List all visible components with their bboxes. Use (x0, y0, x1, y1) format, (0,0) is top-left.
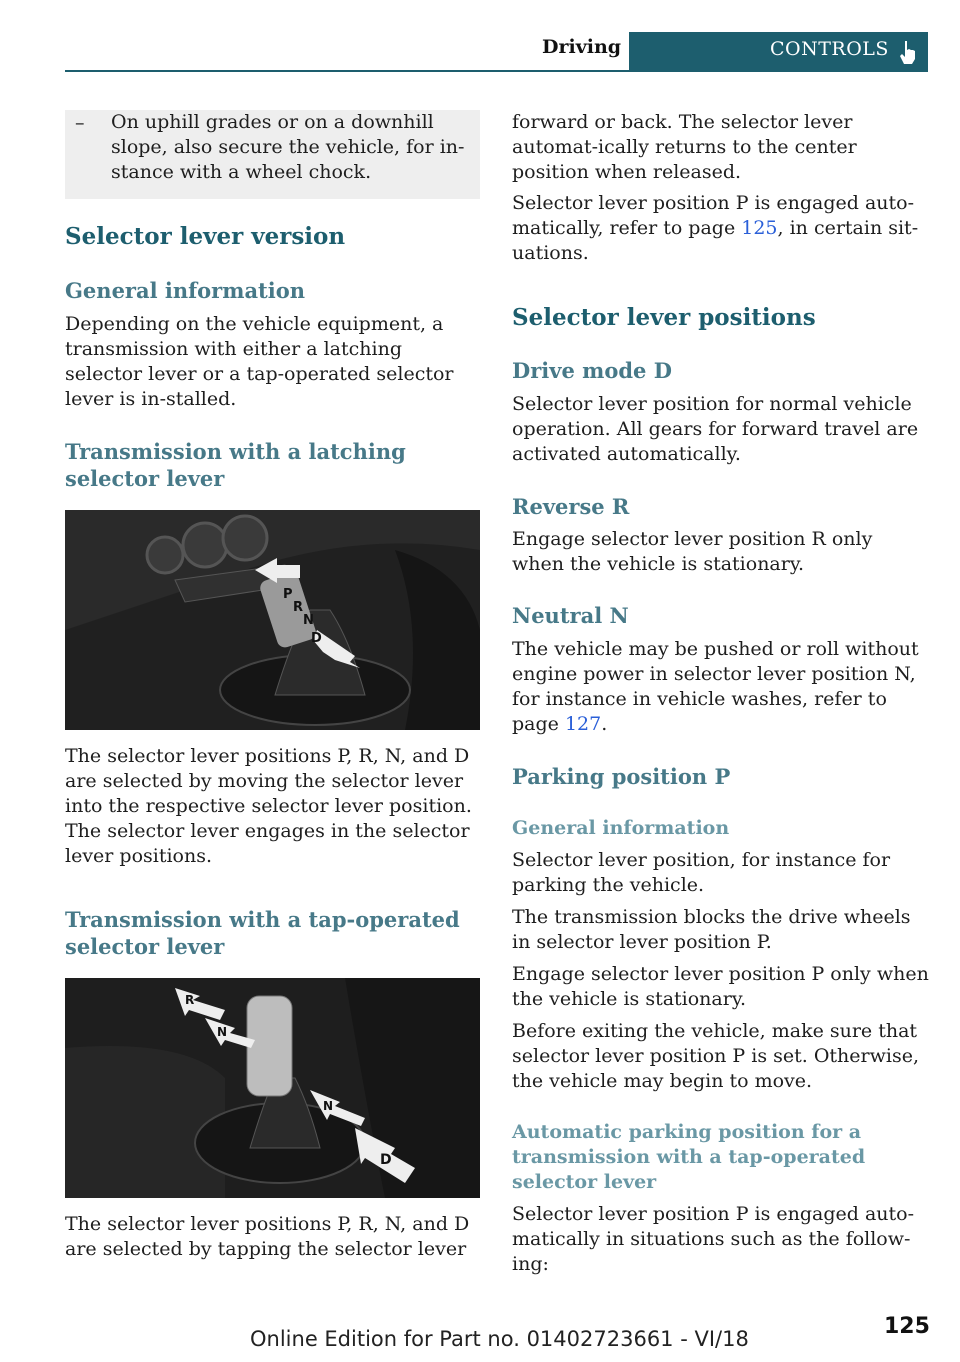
header-chapter-label: CONTROLS (770, 38, 889, 60)
figure-latching-selector-lever (65, 510, 480, 730)
page-link-127[interactable]: 127 (564, 713, 602, 735)
note-box (65, 110, 480, 199)
paragraph-parking-1: Selector lever position, for instance for parking the vehicle. (512, 849, 891, 896)
paragraph-parking-2: The transmission blocks the drive wheels in selector lever position P. (512, 906, 911, 953)
note-dash: – (75, 112, 85, 134)
latching-selector-illustration (65, 510, 480, 730)
label-r: R (293, 600, 304, 615)
heading-reverse: Reverse R (512, 494, 630, 519)
paragraph-general-information: Depending on the vehicle equipment, a transmission with either a latching selector lever or a tap-operated selector lever is in‐stalled. (65, 313, 454, 410)
label-r: R (185, 993, 195, 1007)
note-text: On uphill grades or on a downhill slope, also secure the vehicle, for in‐stance with a wheel chock. (111, 111, 465, 183)
heading-parking-general: General information (512, 817, 730, 839)
label-d: D (380, 1152, 392, 1168)
label-p: P (283, 587, 293, 602)
page-number: 125 (884, 1314, 930, 1339)
label-n-upper: N (217, 1025, 228, 1039)
heading-selector-lever-version: Selector lever version (65, 223, 346, 250)
text-auto-p-b: , in certain sit‐uations. (512, 217, 919, 264)
paragraph-drive-mode: Selector lever position for normal vehicle operation. All gears for forward travel are activated automatically. (512, 393, 919, 465)
figure-tap-operated-selector-lever (65, 978, 480, 1198)
label-d: D (311, 631, 322, 646)
heading-general-information: General information (65, 278, 306, 303)
page-link-125[interactable]: 125 (741, 217, 778, 239)
paragraph-neutral (512, 637, 930, 737)
heading-selector-lever-positions: Selector lever positions (512, 304, 816, 331)
label-n: N (303, 613, 314, 628)
header-rule (65, 70, 928, 72)
heading-tap-operated: Transmission with a tap-operated selector lever (65, 907, 460, 959)
label-n-lower: N (323, 1099, 334, 1113)
heading-neutral: Neutral N (512, 603, 629, 628)
text-neutral-b: . (601, 713, 608, 735)
paragraph-continued: forward or back. The selector lever automat‐ically returns to the center position when released. (512, 111, 857, 183)
footer-edition: Online Edition for Part no. 01402723661 - VI/18 (250, 1327, 749, 1351)
paragraph-automatic-parking: Selector lever position P is engaged auto‐matically in situations such as the follow‐ing: (512, 1203, 915, 1275)
paragraph-tap: The selector lever positions P, R, N, and D are selected by tapping the selector lever (65, 1213, 470, 1260)
text-neutral-a: The vehicle may be pushed or roll without engine power in selector lever position N, for instance in vehicle washes, refer to page (512, 638, 919, 735)
header-section-title: Driving (542, 36, 622, 58)
paragraph-latching: The selector lever positions P, R, N, and D are selected by moving the selector lever into the respective selector lever position. The selector lever engages in the selector lever positions. (65, 745, 472, 867)
paragraph-reverse: Engage selector lever position R only when the vehicle is stationary. (512, 528, 873, 575)
heading-latching-selector: Transmission with a latching selector lever (65, 439, 406, 491)
heading-parking-position: Parking position P (512, 764, 731, 789)
text-auto-p-a: Selector lever position P is engaged auto‐matically, refer to page (512, 192, 915, 239)
header-chapter-box (629, 32, 928, 70)
heading-automatic-parking: Automatic parking position for a transmission with a tap-operated selector lever (512, 1121, 866, 1193)
tap-selector-illustration (65, 978, 480, 1198)
hand-pointer-icon (897, 39, 919, 65)
paragraph-auto-p (512, 191, 930, 266)
paragraph-parking-3: Engage selector lever position P only when the vehicle is stationary. (512, 963, 929, 1010)
heading-drive-mode: Drive mode D (512, 358, 672, 383)
paragraph-parking-4: Before exiting the vehicle, make sure that selector lever position P is set. Otherwise, the vehicle may begin to move. (512, 1020, 919, 1092)
